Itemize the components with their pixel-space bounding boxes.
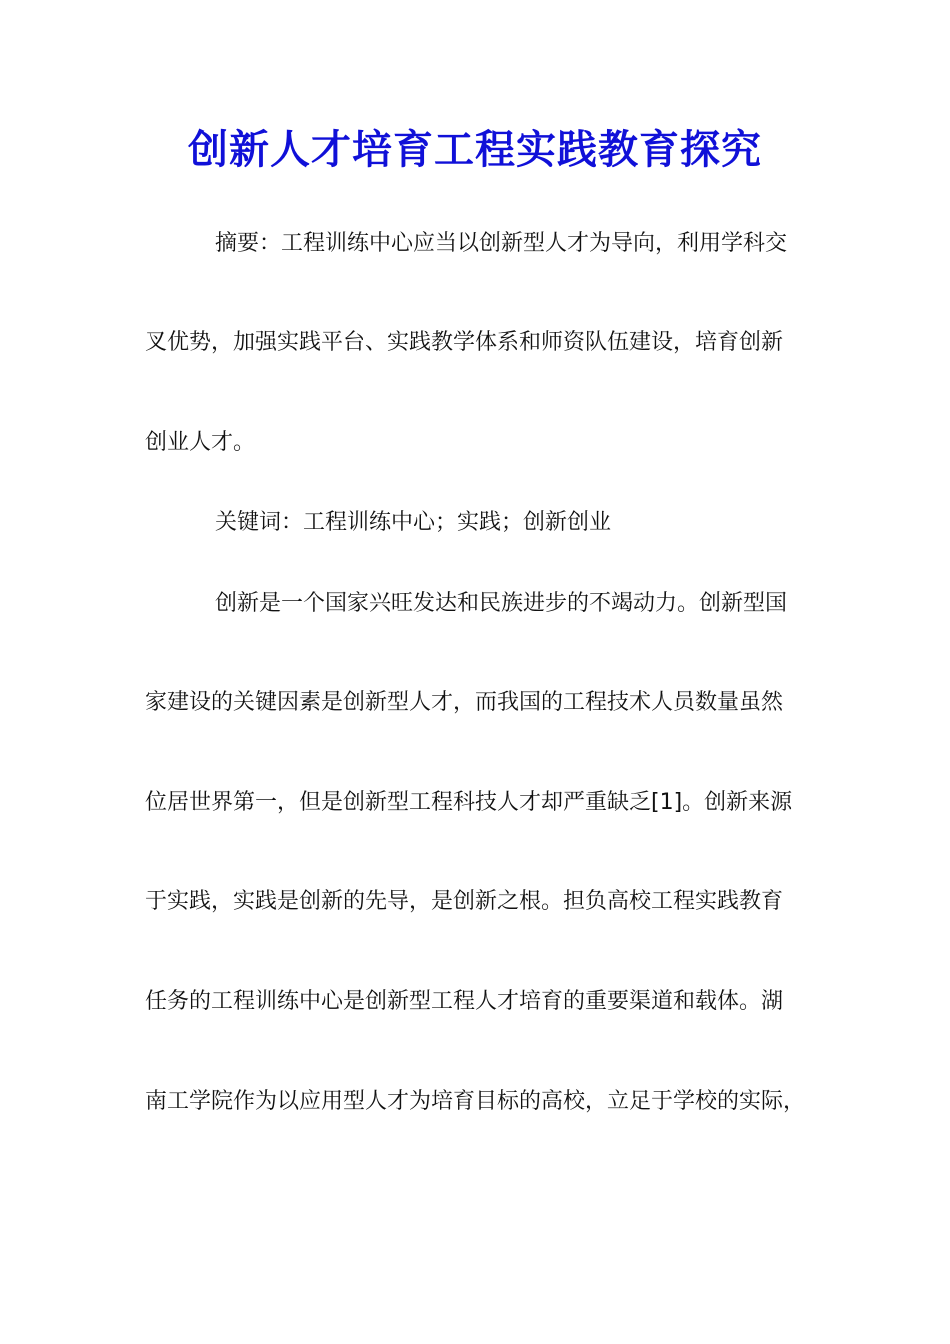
body-line-3: 位居世界第一，但是创新型工程科技人才却严重缺乏[1]。创新来源 [145,790,793,815]
body-line-2: 家建设的关键因素是创新型人才，而我国的工程技术人员数量虽然 [145,690,784,715]
body-line-5: 任务的工程训练中心是创新型工程人才培育的重要渠道和载体。湖 [145,989,784,1014]
abstract-line-1: 摘要：工程训练中心应当以创新型人才为导向，利用学科交 [215,231,788,256]
body-line-4: 于实践，实践是创新的先导，是创新之根。担负高校工程实践教育 [145,889,784,914]
abstract-line-2: 叉优势，加强实践平台、实践教学体系和师资队伍建设，培育创新 [145,330,784,355]
abstract-line-3: 创业人才。 [145,430,256,455]
document-title: 创新人才培育工程实践教育探究 [188,126,762,173]
body-line-6: 南工学院作为以应用型人才为培育目标的高校，立足于学校的实际， [145,1089,806,1114]
keywords-line: 关键词：工程训练中心；实践；创新创业 [215,510,612,535]
body-line-1: 创新是一个国家兴旺发达和民族进步的不竭动力。创新型国 [215,591,788,616]
